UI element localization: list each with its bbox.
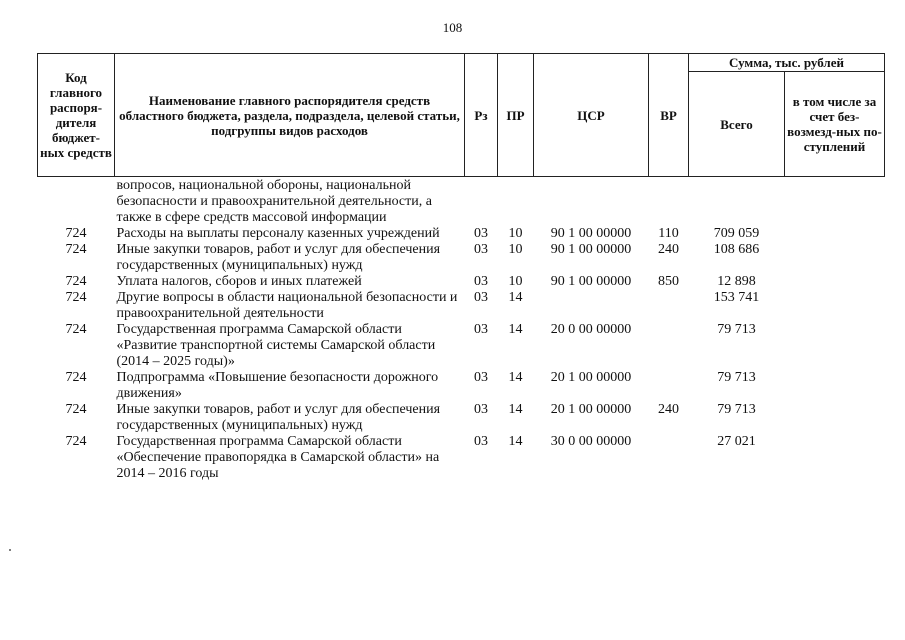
- cell-pr: 10: [508, 226, 523, 241]
- table-body: [38, 177, 885, 483]
- cell-code: 724: [65, 322, 87, 337]
- table-row: [38, 226, 885, 242]
- cell-total: 27 021: [717, 434, 756, 449]
- cell-rz: 03: [474, 274, 488, 289]
- cell-total: 709 059: [713, 226, 760, 241]
- cell-pr: 14: [508, 370, 523, 385]
- cell-grants: [785, 402, 885, 434]
- cell-csr: 20 0 00 00000: [550, 322, 632, 337]
- cell-csr: [534, 290, 649, 322]
- cell-total: 79 713: [717, 370, 756, 385]
- cell-grants: [785, 322, 885, 370]
- cell-rz: 03: [474, 322, 488, 337]
- table-row: [38, 402, 885, 434]
- cell-total: 12 898: [717, 274, 756, 289]
- cell-code: 724: [65, 370, 87, 385]
- table-header: [38, 54, 885, 177]
- table-row: [38, 290, 885, 322]
- cell-pr: 14: [508, 290, 523, 305]
- cell-total: 79 713: [717, 322, 756, 337]
- table-row: [38, 177, 885, 227]
- cell-rz: 03: [474, 290, 488, 305]
- header-grants: в том числе за счет без-возмезд-ных по-ступлений: [785, 72, 885, 177]
- cell-vr: 110: [658, 226, 679, 241]
- cell-name: Подпрограмма «Повышение безопасности дорожного движения»: [116, 370, 439, 401]
- cell-total: [689, 177, 785, 227]
- cell-vr: [649, 290, 689, 322]
- table-row: [38, 370, 885, 402]
- cell-name: Государственная программа Самарской области «Развитие транспортной системы Самарской области (2014 – 2025 годы)»: [116, 322, 436, 369]
- cell-name: вопросов, национальной обороны, национальной безопасности и правоохранительной деятельности, а также в сфере средств массовой информации: [116, 178, 432, 225]
- table-row: [38, 434, 885, 482]
- cell-vr: [649, 370, 689, 402]
- header-code: Код главного распоря-дителя бюджет-ных средств: [38, 54, 115, 177]
- scan-speck: [9, 549, 11, 551]
- cell-csr: 20 1 00 00000: [550, 370, 632, 385]
- cell-code: [38, 177, 115, 227]
- header-sum-group: Сумма, тыс. рублей: [689, 54, 885, 72]
- cell-pr: 14: [508, 434, 523, 449]
- cell-code: 724: [65, 242, 87, 257]
- cell-total: 153 741: [713, 290, 760, 305]
- header-rz: Рз: [465, 54, 498, 177]
- cell-pr: 10: [508, 274, 523, 289]
- cell-rz: 03: [474, 434, 488, 449]
- cell-code: 724: [65, 434, 87, 449]
- cell-rz: [465, 177, 498, 227]
- cell-name: Уплата налогов, сборов и иных платежей: [116, 274, 362, 289]
- cell-vr: 240: [658, 402, 679, 417]
- cell-vr: 850: [658, 274, 679, 289]
- cell-grants: [785, 274, 885, 290]
- cell-csr: 90 1 00 00000: [550, 274, 632, 289]
- cell-total: 108 686: [713, 242, 760, 257]
- header-csr: ЦСР: [534, 54, 649, 177]
- cell-rz: 03: [474, 370, 488, 385]
- cell-grants: [785, 242, 885, 274]
- cell-code: 724: [65, 274, 87, 289]
- cell-vr: 240: [658, 242, 679, 257]
- header-total: Всего: [689, 72, 785, 177]
- cell-csr: 20 1 00 00000: [550, 402, 632, 417]
- cell-vr: [649, 177, 689, 227]
- table-row: [38, 242, 885, 274]
- table-row: [38, 274, 885, 290]
- cell-code: 724: [65, 226, 87, 241]
- cell-code: 724: [65, 402, 87, 417]
- page-number: 108: [442, 20, 463, 35]
- cell-pr: [498, 177, 534, 227]
- cell-csr: 90 1 00 00000: [550, 226, 632, 241]
- table-row: [38, 322, 885, 370]
- cell-vr: [649, 434, 689, 482]
- cell-grants: [785, 290, 885, 322]
- budget-table: [37, 53, 885, 482]
- header-name: Наименование главного распорядителя средств областного бюджета, раздела, подраздела, целевой статьи, подгруппы видов расходов: [115, 54, 465, 177]
- cell-name: Иные закупки товаров, работ и услуг для обеспечения государственных (муниципальных) нужд: [116, 402, 441, 433]
- cell-csr: 90 1 00 00000: [550, 242, 632, 257]
- cell-rz: 03: [474, 226, 488, 241]
- cell-rz: 03: [474, 242, 488, 257]
- cell-pr: 10: [508, 242, 523, 257]
- cell-pr: 14: [508, 322, 523, 337]
- cell-grants: [785, 226, 885, 242]
- cell-total: 79 713: [717, 402, 756, 417]
- cell-code: 724: [65, 290, 87, 305]
- cell-grants: [785, 434, 885, 482]
- cell-grants: [785, 177, 885, 227]
- cell-vr: [649, 322, 689, 370]
- cell-name: Расходы на выплаты персоналу казенных учреждений: [116, 226, 440, 241]
- cell-rz: 03: [474, 402, 488, 417]
- cell-name: Государственная программа Самарской области «Обеспечение правопорядка в Самарской области» на 2014 – 2016 годы: [116, 434, 440, 481]
- cell-grants: [785, 370, 885, 402]
- header-vr: ВР: [649, 54, 689, 177]
- cell-csr: 30 0 00 00000: [550, 434, 632, 449]
- header-pr: ПР: [498, 54, 534, 177]
- cell-name: Другие вопросы в области национальной безопасности и правоохранительной деятельности: [116, 290, 458, 321]
- cell-csr: [534, 177, 649, 227]
- cell-name: Иные закупки товаров, работ и услуг для обеспечения государственных (муниципальных) нужд: [116, 242, 441, 273]
- cell-pr: 14: [508, 402, 523, 417]
